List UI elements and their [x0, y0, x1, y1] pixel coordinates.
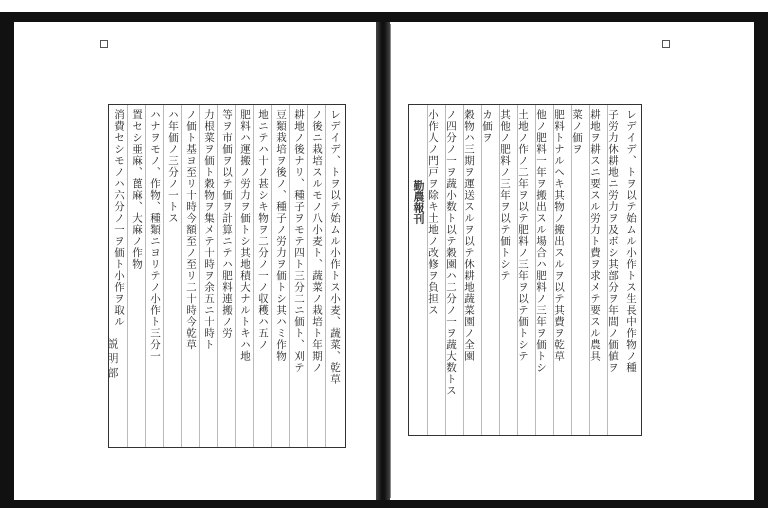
text-column: 豆類栽培ヲ後ノ、種子ノ労力ヲ価トシ其ハミ作物	[275, 109, 287, 362]
left-text-block	[108, 104, 346, 448]
text-column: 耕地ヲ耕スニ要スル労力ト費ヲ求メテ要スル農具	[589, 109, 601, 362]
publication-stamp: 勤農報刊	[412, 180, 425, 224]
text-column: ハ年価ノ三分ノ一トス	[167, 109, 179, 224]
text-column: 消費セシモノハ六分ノ一ヲ価ト小作ヲ取ル	[113, 109, 125, 328]
right-text-block	[408, 104, 642, 436]
scan-border-right	[754, 12, 768, 506]
text-column: 置セシ亜麻、蓖麻、大麻ノ作物	[131, 109, 143, 270]
text-column: 他ノ肥料一年ヲ搬出スル場合ハ肥料ノ三年ヲ価トシ	[535, 109, 547, 374]
column-rule	[235, 105, 236, 447]
column-rule	[181, 105, 182, 447]
margin-annotation: 説 明 部	[106, 338, 119, 378]
column-rule	[217, 105, 218, 447]
text-column: 力根菜ヲ価ト穀物ヲ集メテ十時ヲ余五ニ十時ト	[203, 109, 215, 351]
page-corner-mark	[662, 40, 670, 48]
column-rule	[289, 105, 290, 447]
column-rule	[199, 105, 200, 447]
text-column: 等ヲ市価ヲ以テ価ヲ計算ニテハ肥料連搬ノ労	[221, 109, 233, 339]
text-column: 土地ノ作ノ二年ヲ以テ肥料ノ三年ヲ以テ価トシテ	[517, 109, 529, 362]
text-column: ノ後ニ栽培スルモノ八小麦ト、蔬菜ノ栽培ト年期ノ	[311, 109, 323, 374]
column-rule	[307, 105, 308, 447]
page-corner-mark	[100, 40, 108, 48]
text-column: 其他ノ肥料ノ三年ヲ以テ価トシテ	[499, 109, 511, 282]
book-gutter	[376, 22, 390, 500]
text-column: レデイデ、トヲ以テ始ムル小作トス生長中作物ノ種	[625, 109, 637, 374]
scan-border-left	[0, 12, 14, 506]
scan-border-bottom	[0, 500, 768, 508]
text-column: カ価ヲ	[481, 109, 493, 144]
text-column: 耕地ノ後ナリ、種子ヲモテ四ト三分二ニ価ト、刈テ	[293, 109, 305, 374]
text-column: 肥料ハ運搬ノ労力ヲ価トシ其地積大ナルトキハ地	[239, 109, 251, 362]
text-column: 地ニテハ十ノ甚シキ物ヲ二分ノ一ノ収穫ハ五ノ	[257, 109, 269, 351]
column-rule	[253, 105, 254, 447]
column-rule	[163, 105, 164, 447]
text-column: レデイデ、トヲ以テ始ムル小作トス小麦、蔬菜、乾草	[329, 109, 341, 385]
text-column: 子労力休耕地ニ労力ヲ及ボシ其部分ヲ年間ノ価値ヲ	[607, 109, 619, 374]
text-column: ノ四分ノ一ヲ蔬小数ト以テ穀園ハ二分ノ一ヲ蔬大数トス	[445, 109, 457, 397]
column-rule	[325, 105, 326, 447]
text-column: 穀物ハ三期ヲ運送スルヲ以テ休耕地蔬菜園ノ全園	[463, 109, 475, 362]
text-column: ハナヲモノ、作物、種類ニヨリテノ小作ト三分一	[149, 109, 161, 362]
text-column: 小作人ノ門戸ヲ除キ土地ノ改修ヲ負担ス	[427, 109, 439, 316]
scan-border-top	[0, 12, 768, 22]
column-rule	[271, 105, 272, 447]
text-column: ノ価ト基ヨ至リ十時今額至ノ至リ二十時今乾草	[185, 109, 197, 351]
text-column: 菜ノ価ヲ	[571, 109, 583, 155]
text-column: 肥料トナルヘキ其物ノ搬出スルヲ以テ其費ヲ乾草	[553, 109, 565, 362]
column-rule	[127, 105, 128, 447]
column-rule	[145, 105, 146, 447]
